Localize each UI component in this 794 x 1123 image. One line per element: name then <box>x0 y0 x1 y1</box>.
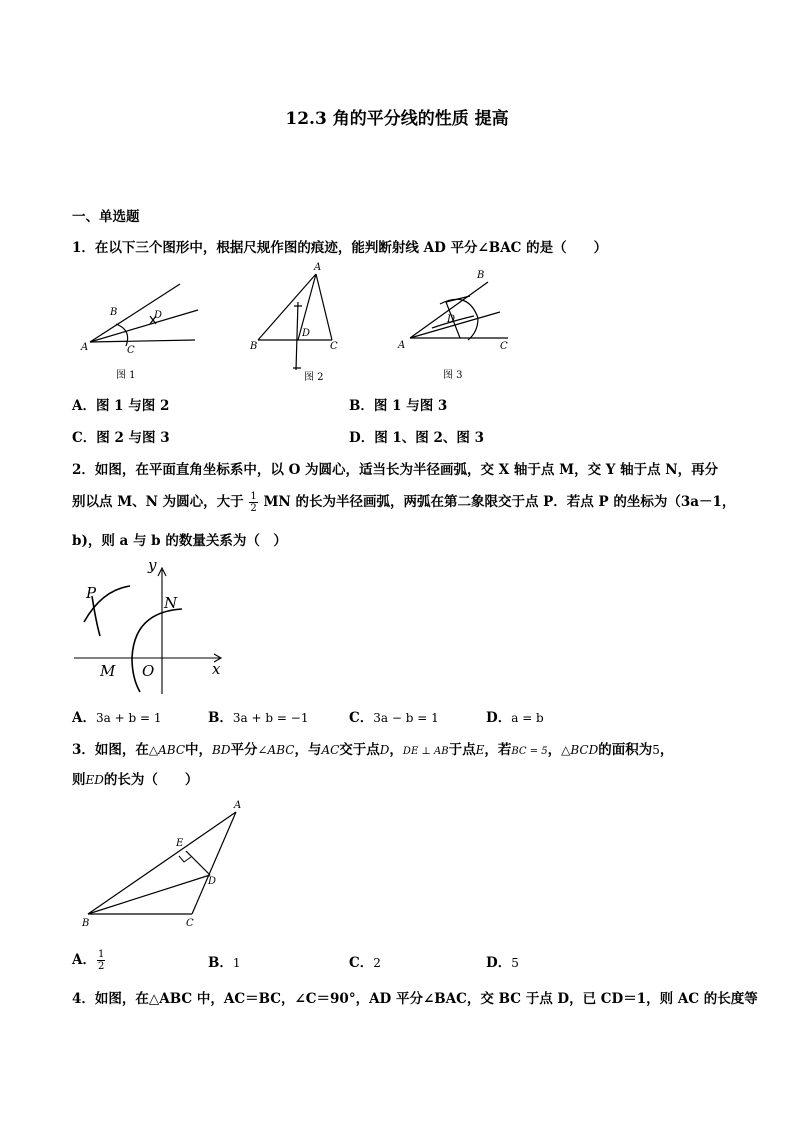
question-1-figures <box>80 262 560 387</box>
q1-option-c[interactable]: C．图 2 与图 3 <box>72 430 170 446</box>
fig3-point-c: C <box>500 341 508 352</box>
q3-math-5: 5 <box>652 743 660 757</box>
q3-math-ac: AC <box>321 743 340 757</box>
fig1-point-a: A <box>81 342 89 353</box>
fig3-point-d: D <box>447 314 456 325</box>
q3-text-9: ， <box>547 742 562 758</box>
q3-math-d: D <box>379 743 390 757</box>
q2-line2-part-a: 别以点 M、N 为圆心，大于 <box>72 494 244 510</box>
section-heading: 一、单选题 <box>72 209 140 225</box>
figure-1 <box>90 284 198 346</box>
q2-point-o: O <box>142 662 155 680</box>
question-2-line-3: b)，则 a 与 b 的数量关系为（ ） <box>72 533 287 549</box>
fig3-label: 图 3 <box>443 370 463 381</box>
fig3-point-b: B <box>477 270 485 281</box>
q2-option-c-tag: C． <box>349 710 374 726</box>
q3-point-d: D <box>208 876 217 887</box>
q3-text-10: 的面积为 <box>598 742 653 758</box>
q2-option-b[interactable] <box>208 706 308 726</box>
q3-text-11: ， <box>659 742 674 758</box>
fig2-point-c: C <box>330 341 338 352</box>
q3-point-b: B <box>82 918 90 929</box>
q3-text-1: 3．如图，在 <box>72 742 149 758</box>
q2-fraction-num: 1 <box>250 491 257 502</box>
q2-option-c-value: 3a − b = 1 <box>373 711 439 725</box>
q3-math-triangle-abc: △ABC <box>148 743 186 757</box>
question-3-figure <box>78 796 258 936</box>
q2-axis-x: x <box>212 660 221 678</box>
q3-math-bd: BD <box>212 743 231 757</box>
fig2-label: 图 2 <box>304 372 324 383</box>
question-2-line-2 <box>72 490 735 514</box>
q3-point-e: E <box>176 838 184 849</box>
q3-math-e: E <box>475 743 485 757</box>
q2-option-a-tag: A． <box>72 710 96 726</box>
q3-option-b[interactable] <box>208 951 241 971</box>
q3-option-c-tag: C． <box>349 955 374 971</box>
q1-option-a[interactable]: A．图 1 与图 2 <box>72 398 170 414</box>
q3-text-8: ，若 <box>484 742 512 758</box>
q3-option-a-fraction <box>97 949 105 972</box>
q2-line2-part-b: MN 的长为半径画弧，两弧在第二象限交于点 P．若点 P 的坐标为（3a－1， <box>263 494 736 510</box>
q3-math-angle-abc: ∠ABC <box>257 743 295 757</box>
q2-option-d-tag: D． <box>486 710 512 726</box>
q2-option-c[interactable] <box>349 706 439 726</box>
q2-fraction <box>249 491 257 514</box>
question-3-line-2 <box>72 768 198 788</box>
q3-option-d-value: 5 <box>511 956 519 970</box>
fig1-point-b: B <box>110 307 118 318</box>
q2-option-d[interactable] <box>486 706 544 726</box>
q2-option-b-tag: B． <box>208 710 233 726</box>
q3-point-a: A <box>234 800 242 811</box>
question-1-text: 1．在以下三个图形中，根据尺规作图的痕迹，能判断射线 AD 平分∠BAC 的是（ ） <box>72 240 608 256</box>
page-title: 12.3 角的平分线的性质 提高 <box>285 109 509 129</box>
q3-option-d-tag: D． <box>486 955 512 971</box>
q3-math-triangle-bcd: △BCD <box>561 743 599 757</box>
q2-axis-y: y <box>148 556 157 574</box>
figure-2 <box>258 274 332 370</box>
fig1-point-c: C <box>127 345 135 356</box>
fig1-label: 图 1 <box>116 370 136 381</box>
q2-option-a[interactable] <box>72 706 161 726</box>
fig2-point-d: D <box>302 328 311 339</box>
q3-text-3: 平分 <box>230 742 258 758</box>
q3-line2-text-b: 的长为（ ） <box>103 772 199 788</box>
figure-3 <box>410 282 508 340</box>
question-3-line-1 <box>72 738 673 758</box>
q3-point-c: C <box>186 918 194 929</box>
q3-option-c[interactable] <box>349 951 381 971</box>
q2-option-b-value: 3a + b = −1 <box>232 711 309 725</box>
fig2-point-a: A <box>314 262 322 273</box>
q3-text-2: 中， <box>185 742 213 758</box>
q1-option-d[interactable]: D．图 1、图 2、图 3 <box>349 430 484 446</box>
q2-point-p: P <box>86 584 97 602</box>
fig2-point-b: B <box>250 341 258 352</box>
q3-option-b-tag: B． <box>208 955 233 971</box>
q3-option-a-num: 1 <box>97 949 105 960</box>
q3-text-7: 于点 <box>448 742 476 758</box>
q3-option-a-den: 2 <box>97 961 105 972</box>
q3-math-bc-5: BC = 5 <box>511 746 548 757</box>
q3-math-ed: ED <box>85 773 104 787</box>
q3-line2-text-a: 则 <box>72 772 86 788</box>
question-2-line-1: 2．如图，在平面直角坐标系中，以 O 为圆心，适当长为半径画弧，交 X 轴于点 M，交 Y 轴于点 N，再分 <box>72 462 719 478</box>
q3-text-4: ，与 <box>294 742 322 758</box>
q3-option-d[interactable] <box>486 951 519 971</box>
q3-text-5: 交于点 <box>339 742 380 758</box>
q3-option-b-value: 1 <box>232 956 241 970</box>
q2-point-m: M <box>100 662 116 680</box>
question-2-figure <box>70 556 240 696</box>
fig3-point-a: A <box>398 340 406 351</box>
question-4-text: 4．如图，在△ABC 中，AC＝BC，∠C＝90°，AD 平分∠BAC，交 BC 于点 D，已 CD＝1，则 AC 的长度等 <box>72 991 758 1007</box>
q3-option-a[interactable] <box>72 948 106 972</box>
q1-option-b[interactable]: B．图 1 与图 3 <box>349 398 448 414</box>
q3-option-a-tag: A． <box>72 952 96 968</box>
q2-option-a-value: 3a + b = 1 <box>95 711 162 725</box>
fig1-point-d: D <box>154 310 163 321</box>
q2-point-n: N <box>164 594 178 612</box>
q2-option-d-value: a = b <box>511 711 544 725</box>
q3-text-6: ， <box>389 742 403 758</box>
q3-math-de-perp-ab: DE ⊥ AB <box>402 746 449 757</box>
q2-fraction-den: 2 <box>250 503 257 514</box>
q3-option-c-value: 2 <box>373 956 381 970</box>
